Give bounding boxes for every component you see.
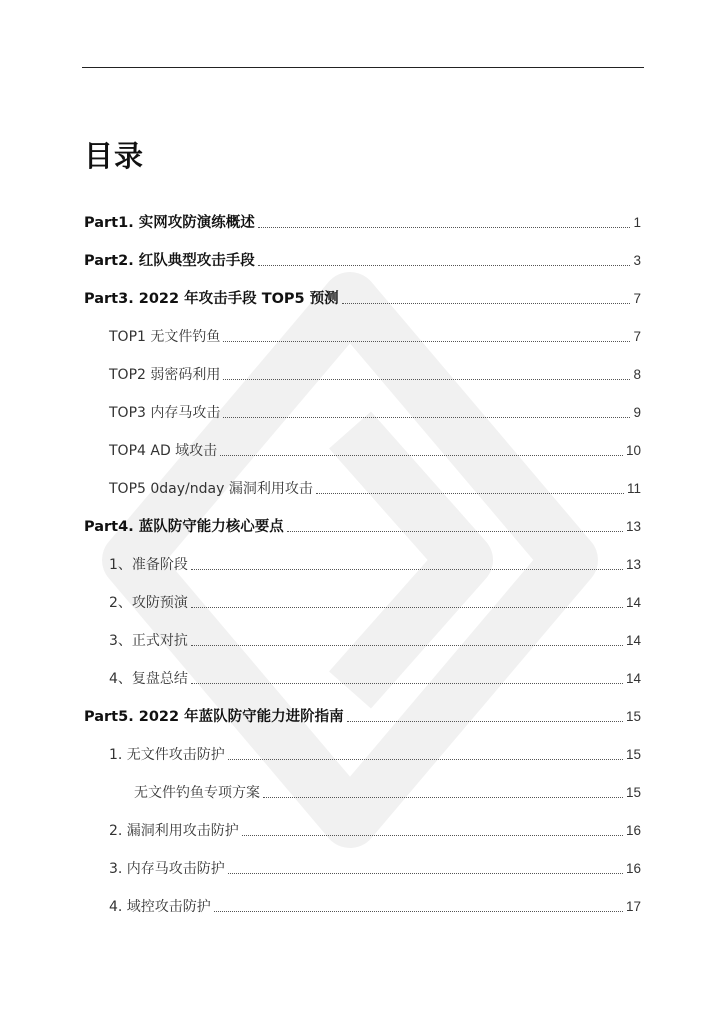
toc-entry-label: TOP2 弱密码利用 <box>109 367 221 383</box>
toc-entry-top4[interactable] <box>109 438 641 460</box>
toc-entry-label: Part1. 实网攻防演练概述 <box>84 215 255 231</box>
toc-entry-label: 3、正式对抗 <box>109 633 188 649</box>
dot-leader <box>347 721 623 722</box>
dot-leader <box>191 607 623 608</box>
toc-entry-label: 1、准备阶段 <box>109 557 188 573</box>
dot-leader <box>223 417 630 418</box>
dot-leader <box>258 265 631 266</box>
dot-leader <box>220 455 623 456</box>
toc-entry-memshell-protection[interactable] <box>109 856 641 878</box>
dot-leader <box>228 873 623 874</box>
toc-entry-page: 8 <box>633 367 641 382</box>
toc-entry-label: Part5. 2022 年蓝队防守能力进阶指南 <box>84 709 344 725</box>
toc-entry-part5[interactable] <box>84 704 641 726</box>
toc-entry-label: 1. 无文件攻击防护 <box>109 747 225 763</box>
toc-entry-label: TOP4 AD 域攻击 <box>109 443 218 459</box>
dot-leader <box>191 569 623 570</box>
toc-entry-top3[interactable] <box>109 400 641 422</box>
toc-entry-fileless-phishing-plan[interactable] <box>134 780 641 802</box>
toc-title: 目录 <box>84 139 145 173</box>
toc-entry-label: 4. 域控攻击防护 <box>109 899 211 915</box>
toc-entry-page: 13 <box>625 557 641 572</box>
toc-entry-page: 7 <box>633 291 641 306</box>
toc-entry-top1[interactable] <box>109 324 641 346</box>
toc-entry-exploit-protection[interactable] <box>109 818 641 840</box>
toc-entry-label: Part4. 蓝队防守能力核心要点 <box>84 519 284 535</box>
toc-entry-label: TOP1 无文件钓鱼 <box>109 329 221 345</box>
toc-entry-page: 10 <box>625 443 641 458</box>
toc-entry-page: 11 <box>626 481 641 496</box>
dot-leader <box>191 645 623 646</box>
toc-entry-page: 13 <box>625 519 641 534</box>
toc-entry-label: 2、攻防预演 <box>109 595 188 611</box>
toc-entry-page: 14 <box>625 633 641 648</box>
toc-entry-page: 15 <box>625 709 641 724</box>
dot-leader <box>287 531 623 532</box>
toc-entry-confrontation[interactable] <box>109 628 641 650</box>
toc-entry-label: 2. 漏洞利用攻击防护 <box>109 823 239 839</box>
toc-entry-page: 15 <box>625 785 641 800</box>
toc-entry-top5[interactable] <box>109 476 641 498</box>
toc-entry-label: 无文件钓鱼专项方案 <box>134 785 260 801</box>
toc-entry-rehearsal[interactable] <box>109 590 641 612</box>
dot-leader <box>214 911 623 912</box>
toc-entry-page: 3 <box>633 253 641 268</box>
toc-entry-page: 16 <box>625 823 641 838</box>
toc-entry-label: 4、复盘总结 <box>109 671 188 687</box>
toc-entry-review[interactable] <box>109 666 641 688</box>
dot-leader <box>223 379 630 380</box>
toc-entry-page: 14 <box>625 595 641 610</box>
toc-entry-part3[interactable] <box>84 286 641 308</box>
dot-leader <box>223 341 630 342</box>
toc-entry-top2[interactable] <box>109 362 641 384</box>
toc-entry-part2[interactable] <box>84 248 641 270</box>
dot-leader <box>242 835 623 836</box>
toc-entry-page: 7 <box>633 329 641 344</box>
toc-entry-page: 9 <box>633 405 641 420</box>
toc-entry-part4[interactable] <box>84 514 641 536</box>
dot-leader <box>191 683 623 684</box>
toc-entry-label: 3. 内存马攻击防护 <box>109 861 225 877</box>
dot-leader <box>316 493 624 494</box>
dot-leader <box>228 759 623 760</box>
toc-entry-dc-protection[interactable] <box>109 894 641 916</box>
toc-entry-page: 17 <box>625 899 641 914</box>
dot-leader <box>258 227 631 228</box>
toc-entry-label: TOP3 内存马攻击 <box>109 405 221 421</box>
toc-entry-page: 1 <box>633 215 641 230</box>
toc-entry-fileless-protection[interactable] <box>109 742 641 764</box>
toc-entry-page: 16 <box>625 861 641 876</box>
toc-entry-label: Part3. 2022 年攻击手段 TOP5 预测 <box>84 291 339 307</box>
dot-leader <box>263 797 623 798</box>
toc-entry-prepare[interactable] <box>109 552 641 574</box>
dot-leader <box>342 303 631 304</box>
toc-entry-page: 15 <box>625 747 641 762</box>
toc-entry-label: Part2. 红队典型攻击手段 <box>84 253 255 269</box>
toc-entry-part1[interactable] <box>84 210 641 232</box>
toc-entry-page: 14 <box>625 671 641 686</box>
toc-entry-label: TOP5 0day/nday 漏洞利用攻击 <box>109 481 313 497</box>
